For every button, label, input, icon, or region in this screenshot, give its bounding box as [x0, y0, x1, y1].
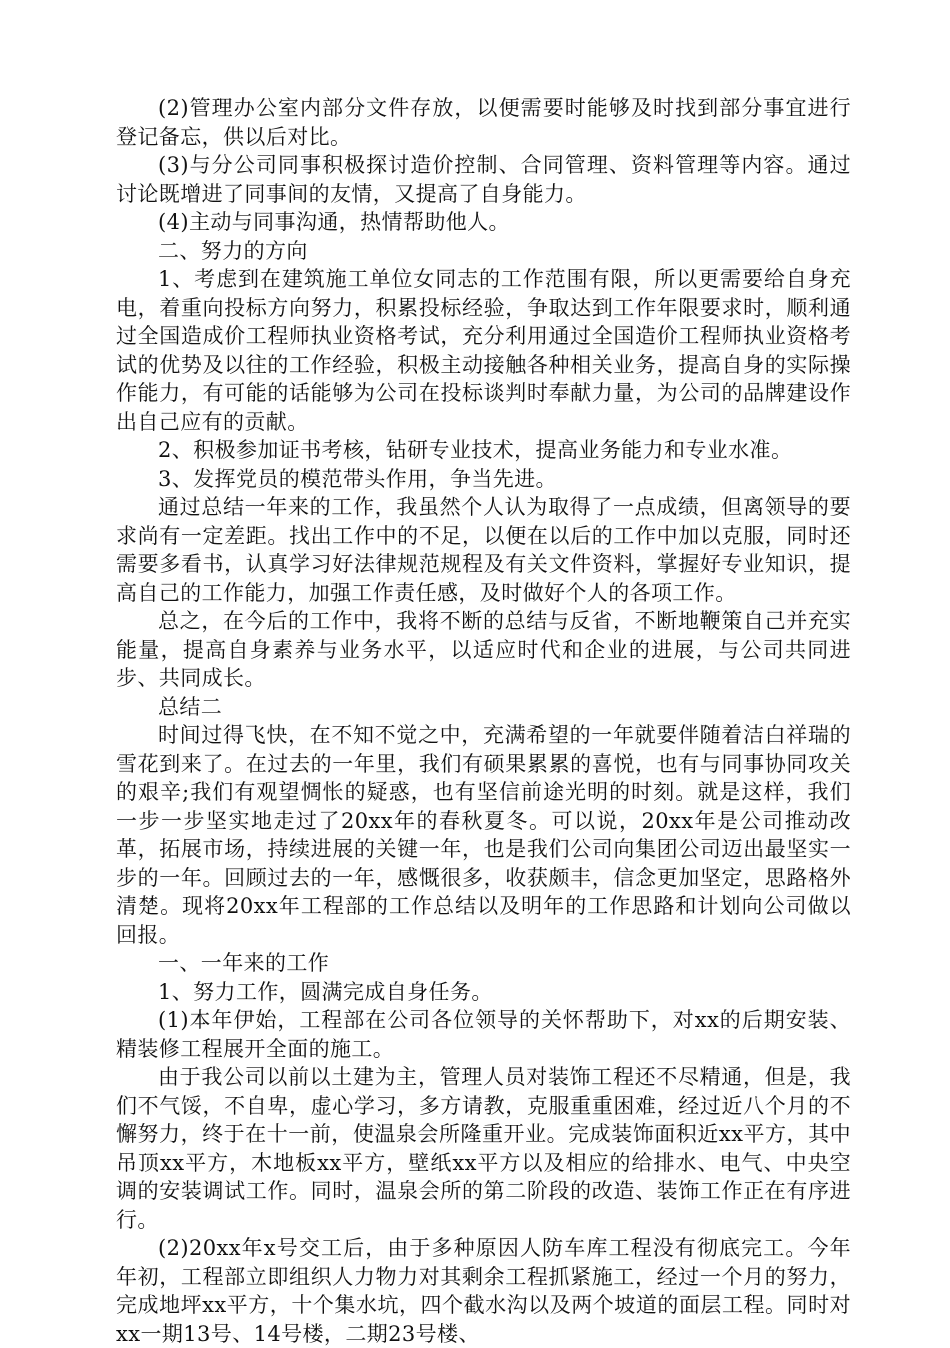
section-heading: 一、一年来的工作 — [158, 951, 330, 975]
paragraph: 由于我公司以前以土建为主，管理人员对装饰工程还不尽精通，但是，我们不气馁，不自卑，虚心学习，多方请教，克服重重困难，经过近八个月的不懈努力，终于在十一前，使温泉会所隆重开业。完成装饰面积近xx平方，其中吊顶xx平方，木地板xx平方，壁纸xx平方以及相应的给排水、电气、中央空调的安装调试工作。同时，温泉会所的第二阶段的改造、装饰工作正在有序进行。 — [116, 1065, 851, 1232]
paragraph: 1、考虑到在建筑施工单位女同志的工作范围有限，所以更需要给自身充电，着重向投标方向努力，积累投标经验，争取达到工作年限要求时，顺利通过全国造成价工程师执业资格考试，充分利用通过全国造价工程师执业资格考试的优势及以往的工作经验，积极主动接触各种相关业务，提高自身的实际操作能力，有可能的话能够为公司在投标谈判时奉献力量，为公司的品牌建设作出自己应有的贡献。 — [116, 267, 851, 434]
paragraph: (1)本年伊始，工程部在公司各位领导的关怀帮助下，对xx的后期安装、精装修工程展开全面的施工。 — [116, 1008, 851, 1061]
section-heading: 二、努力的方向 — [158, 238, 308, 263]
paragraph: 2、积极参加证书考核，钻研专业技术，提高业务能力和专业水准。 — [158, 438, 793, 462]
document-body — [116, 94, 851, 1348]
paragraph: (3)与分公司同事积极探讨造价控制、合同管理、资料管理等内容。通过讨论既增进了同事间的友情，又提高了自身能力。 — [116, 153, 851, 206]
paragraph: 通过总结一年来的工作，我虽然个人认为取得了一点成绩，但离领导的要求尚有一定差距。找出工作中的不足，以便在以后的工作中加以克服，同时还需要多看书，认真学习好法律规范规程及有关文件资料，掌握好专业知识，提高自己的工作能力，加强工作责任感，及时做好个人的各项工作。 — [116, 495, 851, 605]
paragraph: 3、发挥党员的模范带头作用，争当先进。 — [158, 466, 557, 491]
section-heading: 总结二 — [158, 694, 223, 719]
paragraph: 总之，在今后的工作中，我将不断的总结与反省，不断地鞭策自己并充实能量，提高自身素养与业务水平，以适应时代和企业的进展，与公司共同进步、共同成长。 — [116, 609, 851, 690]
paragraph: (2)20xx年x号交工后，由于多种原因人防车库工程没有彻底完工。今年年初，工程部立即组织人力物力对其剩余工程抓紧施工，经过一个月的努力，完成地坪xx平方，十个集水坑，四个截水沟以及两个坡道的面层工程。同时对xx一期13号、14号楼，二期23号楼、 — [116, 1236, 851, 1346]
paragraph: 时间过得飞快，在不知不觉之中，充满希望的一年就要伴随着洁白祥瑞的雪花到来了。在过去的一年里，我们有硕果累累的喜悦，也有与同事协同攻关的艰辛;我们有观望惆怅的疑惑，也有坚信前途光明的时刻。就是这样，我们一步一步坚实地走过了20xx年的春秋夏冬。可以说，20xx年是公司推动改革，拓展市场，持续进展的关键一年，也是我们公司向集团公司迈出最坚实一步的一年。回顾过去的一年，感慨很多，收获颇丰，信念更加坚定，思路格外清楚。现将20xx年工程部的工作总结以及明年的工作思路和计划向公司做以回报。 — [116, 723, 851, 947]
paragraph: (2)管理办公室内部分文件存放，以便需要时能够及时找到部分事宜进行登记备忘，供以后对比。 — [116, 96, 851, 149]
paragraph: (4)主动与同事沟通，热情帮助他人。 — [158, 210, 510, 234]
paragraph: 1、努力工作，圆满完成自身任务。 — [158, 979, 493, 1004]
